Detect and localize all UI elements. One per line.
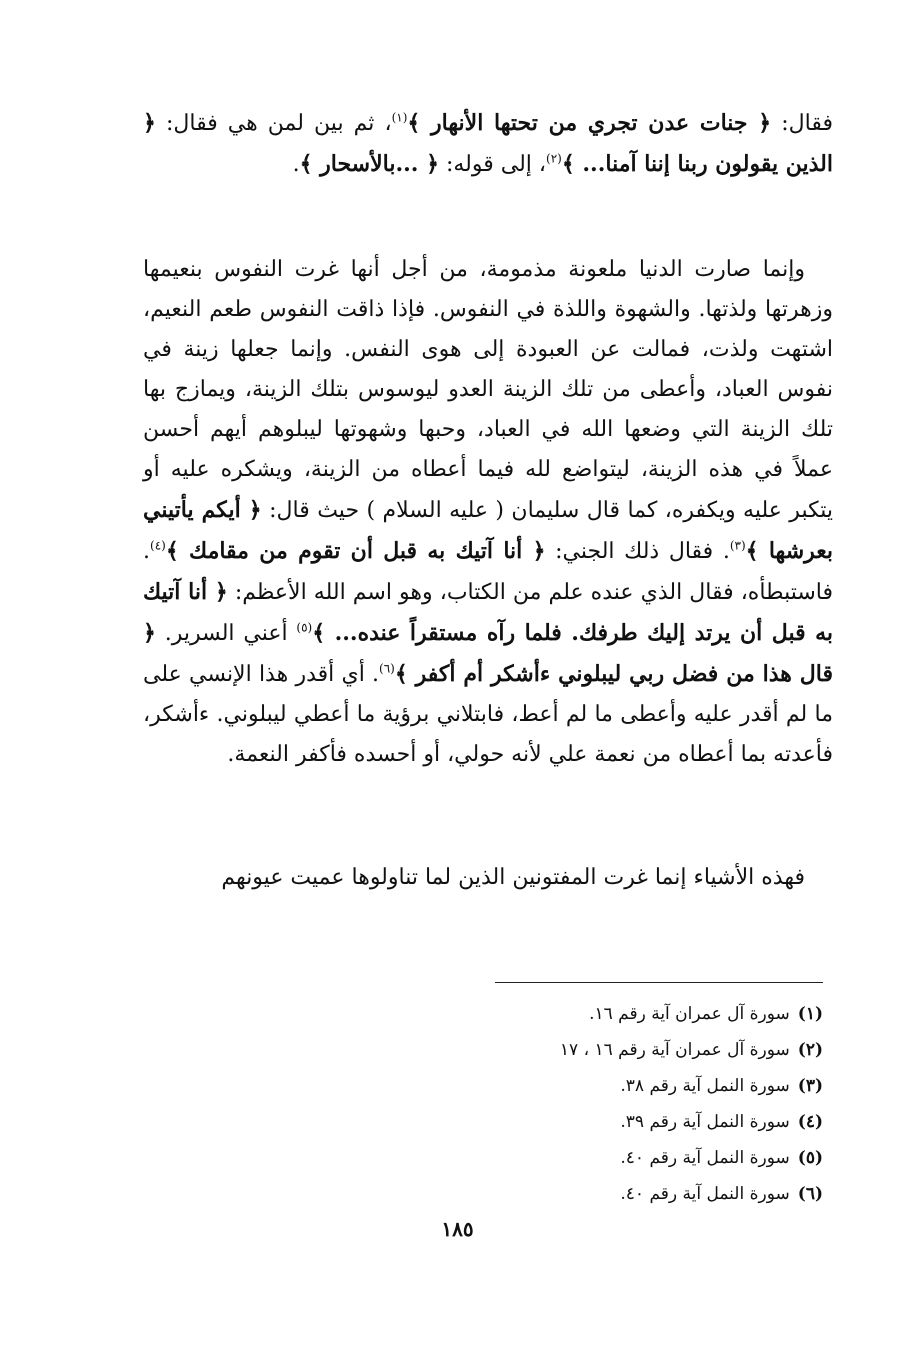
footnote-divider xyxy=(495,982,823,983)
footnote-text: سورة النمل آية رقم ٤٠. xyxy=(620,1184,790,1204)
quran-quote: ﴿ جنات عدن تجري من تحتها الأنهار ﴾ xyxy=(407,110,772,136)
paragraph-text: وإنما صارت الدنيا ملعونة مذمومة، من أجل أنها غرت النفوس بنعيمها وزهرتها ولذتها. والشهوة واللذة في النفوس. فإذا ذاقت النفوس طعم النعيم، اشتهت ولذت، فمالت عن العبودة إلى هوى النفس. وإنما جعلها زينة في نفوس العباد، وأعطى من تلك الزينة العدو ليوسوس بتلك الزينة، ويمازج بها تلك الزينة التي وضعها الله في العباد، وحبها وشهوتها ليبلوهم أيهم أحسن عملاً في هذه الزينة، ليتواضع لله فيما أعطاه من الزينة، ويشكره عليه أو يتكبر عليه ويكفره، كما قال سليمان ( عليه السلام ) حيث قال: xyxy=(143,257,834,523)
paragraph-text: فقال: xyxy=(771,111,833,136)
paragraph-3 xyxy=(143,858,833,898)
quran-quote: ﴿ أنا آتيك به قبل أن يرتد إليك طرفك. فلما رآه مستقراً عنده... ﴾ xyxy=(143,579,834,646)
footnote-item xyxy=(403,1176,823,1212)
quran-quote: ﴿ ...بالأسحار ﴾ xyxy=(299,151,439,177)
footnote-reference: (٢) xyxy=(546,151,562,166)
quran-quote: ﴿ أيكم يأتيني بعرشها ﴾ xyxy=(143,497,834,564)
paragraph-text: . xyxy=(292,152,300,177)
footnotes-list xyxy=(403,996,823,1212)
footnote-number: (٣) xyxy=(797,1076,823,1096)
footnote-text: سورة آل عمران آية رقم ١٦. xyxy=(589,1004,790,1024)
footnote-number: (٤) xyxy=(797,1112,823,1132)
paragraph-text: أعني السرير. xyxy=(155,621,297,646)
paragraph-text: ، ثم بين لمن هي فقال: xyxy=(155,111,392,136)
footnote-reference: (٤) xyxy=(150,538,166,553)
footnote-reference: (٦) xyxy=(379,661,395,676)
quran-quote: ﴿ أنا آتيك به قبل أن تقوم من مقامك ﴾ xyxy=(165,538,546,564)
footnote-text: سورة النمل آية رقم ٣٨. xyxy=(620,1076,790,1096)
paragraph-text: . فاستبطأه، فقال الذي عنده علم من الكتاب، وهو اسم الله الأعظم: xyxy=(143,539,834,605)
footnote-item xyxy=(403,1104,823,1140)
quran-quote: ﴿ الذين يقولون ربنا إننا آمنا... ﴾ xyxy=(143,110,833,177)
footnote-item xyxy=(403,996,823,1032)
footnote-reference: (١) xyxy=(391,110,408,125)
paragraph-1 xyxy=(143,103,833,185)
footnote-item xyxy=(403,1032,823,1068)
footnote-item xyxy=(403,1068,823,1104)
quran-quote: ﴿ قال هذا من فضل ربي ليبلوني ءأشكر أم أكفر ﴾ xyxy=(143,620,833,687)
footnote-number: (٦) xyxy=(797,1184,823,1204)
paragraph-text: . فقال ذلك الجني: xyxy=(545,539,730,564)
footnote-reference: (٥) xyxy=(296,620,313,635)
page-number: ١٨٥ xyxy=(441,1217,474,1241)
footnote-number: (١) xyxy=(797,1004,823,1024)
paragraph-text: ، إلى قوله: xyxy=(438,152,547,177)
paragraph-text: فهذه الأشياء إنما غرت المفتونين الذين لما تناولوها عميت عيونهم xyxy=(221,865,805,890)
footnote-reference: (٣) xyxy=(729,538,746,553)
paragraph-text: . أي أقدر هذا الإنسي على ما لم أقدر عليه وأعطى ما لم أعط، فابتلاني برؤية ما أعطي ليبلوني. ءأشكر، فأعدته بما أعطاه من نعمة علي لأنه حولي، أو أحسده فأكفر النعمة. xyxy=(143,662,833,767)
footnote-item xyxy=(403,1140,823,1176)
footnote-number: (٢) xyxy=(797,1040,823,1060)
footnote-text: سورة آل عمران آية رقم ١٦ ، ١٧ xyxy=(559,1040,790,1060)
footnote-text: سورة النمل آية رقم ٣٩. xyxy=(620,1112,790,1132)
footnote-text: سورة النمل آية رقم ٤٠. xyxy=(620,1148,790,1168)
paragraph-2 xyxy=(143,250,833,775)
footnote-number: (٥) xyxy=(797,1148,823,1168)
